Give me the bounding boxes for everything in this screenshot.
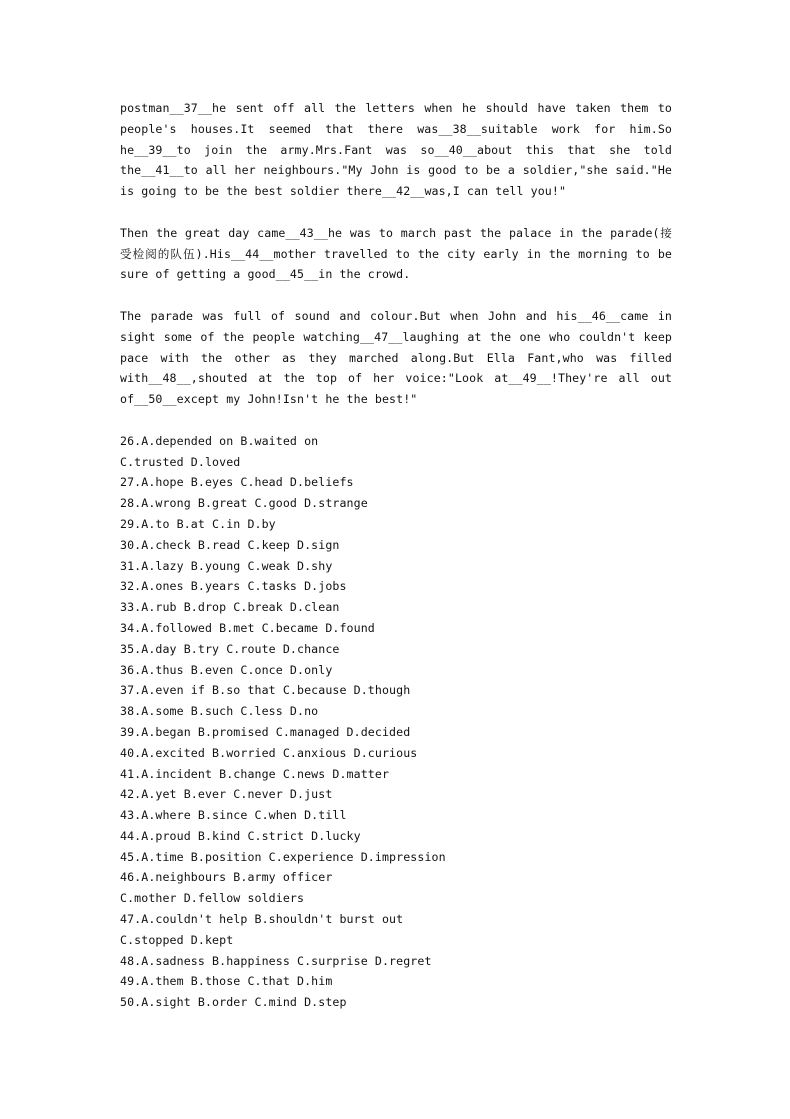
option-line: 32.A.ones B.years C.tasks D.jobs [120, 579, 347, 594]
option-line: 50.A.sight B.order C.mind D.step [120, 995, 347, 1010]
option-line: 42.A.yet B.ever C.never D.just [120, 787, 333, 802]
option-line: 45.A.time B.position C.experience D.impression [120, 849, 446, 864]
passage-paragraph-3: The parade was full of sound and colour.But when John and his__46__came in sight some of the people watching__47__laughing at the one who couldn't keep pace with the other as they marched along.But Ella Fant,who was filled with__48__,shouted at the top of her voice:"Look at__49__!They're all out of__50__except my John!Isn't he the best!" [120, 308, 672, 407]
option-line: 26.A.depended on B.waited on [120, 433, 319, 448]
option-line: 39.A.began B.promised C.managed D.decided [120, 724, 411, 739]
passage-paragraph-2: Then the great day came__43__he was to march past the palace in the parade(接受检阅的队伍).His__44__mother travelled to the city early in the morning to be sure of getting a good__45__in the crowd. [120, 225, 672, 282]
option-line: 43.A.where B.since C.when D.till [120, 808, 347, 823]
option-line: 48.A.sadness B.happiness C.surprise D.regret [120, 953, 432, 968]
option-line: 36.A.thus B.even C.once D.only [120, 662, 333, 677]
option-line: 31.A.lazy B.young C.weak D.shy [120, 558, 333, 573]
option-line: 41.A.incident B.change C.news D.matter [120, 766, 390, 781]
option-line: 30.A.check B.read C.keep D.sign [120, 537, 340, 552]
answer-options-list [120, 431, 672, 1013]
option-line: 28.A.wrong B.great C.good D.strange [120, 496, 368, 511]
option-line: 27.A.hope B.eyes C.head D.beliefs [120, 475, 354, 490]
option-line: C.stopped D.kept [120, 932, 234, 947]
option-line: 33.A.rub B.drop C.break D.clean [120, 600, 340, 615]
option-line: 40.A.excited B.worried C.anxious D.curious [120, 745, 418, 760]
option-line: 34.A.followed B.met C.became D.found [120, 620, 375, 635]
document-page [120, 98, 672, 1013]
option-line: C.mother D.fellow soldiers [120, 891, 305, 906]
option-line: 37.A.even if B.so that C.because D.though [120, 683, 411, 698]
option-line: 46.A.neighbours B.army officer [120, 870, 333, 885]
option-line: 29.A.to B.at C.in D.by [120, 516, 276, 531]
option-line: 49.A.them B.those C.that D.him [120, 974, 333, 989]
option-line: C.trusted D.loved [120, 454, 241, 469]
option-line: 35.A.day B.try C.route D.chance [120, 641, 340, 656]
passage-paragraph-1: postman__37__he sent off all the letters when he should have taken them to people's houses.It seemed that there was__38__suitable work for him.So he__39__to join the army.Mrs.Fant was so__40__about this that she told the__41__to all her neighbours."My John is good to be a soldier,"she said."He is going to be the best soldier there__42__was,I can tell you!" [120, 101, 672, 199]
option-line: 47.A.couldn't help B.shouldn't burst out [120, 912, 404, 927]
option-line: 38.A.some B.such C.less D.no [120, 704, 319, 719]
option-line: 44.A.proud B.kind C.strict D.lucky [120, 828, 361, 843]
